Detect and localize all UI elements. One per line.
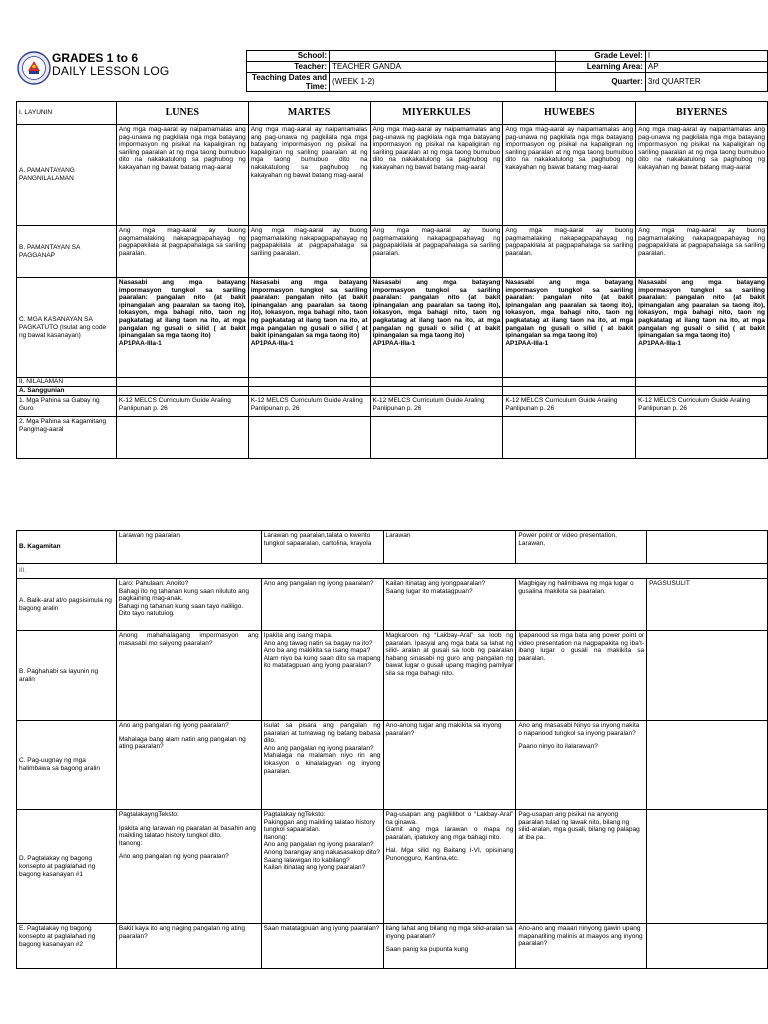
cell-line: Pag-usapan ang pagliilibot o “Lakbay-Aral” na ginawa. [385, 811, 514, 826]
content-cell [261, 579, 383, 631]
content-cell: Ang mga mag-aaral ay buong pagmamalaking nakapagpapahayag ng pagpapakilala at pagpapahalaga sa sariling paaralan. [248, 226, 370, 278]
competency-code: AP1PAA-IIIa-1 [638, 339, 682, 347]
cell-line: Ano ang tawag natin sa bagay na ito? [263, 639, 373, 647]
content-cell [383, 810, 516, 924]
content-cell [116, 278, 248, 378]
content-cell [116, 924, 261, 969]
content-cell [647, 721, 768, 810]
content-cell [383, 579, 516, 631]
layunin-heading: I. LAYUNIN [17, 102, 117, 125]
content-cell [116, 721, 261, 810]
content-cell [116, 579, 261, 631]
table-row [17, 396, 768, 417]
competency-text: Nasasabi ang mga batayang impormasyon tungkol sa sariling paaralan: pangalan nito (at bakit ipinangalan ang paaralan sa taong ito), lokasyon, mga bahagi nito, taon ng pagkatatag at ilang taon na ito, at mga pangalan ng gusali o silid ( at bakit ipinangalan sa mga taong ito) [250, 279, 368, 340]
content-cell [503, 378, 636, 387]
row-label: B. Paghahabi sa layunin ng aralin [17, 631, 117, 721]
content-cell [516, 721, 647, 810]
cell-line: Itanong: [118, 839, 143, 847]
table-row [17, 924, 768, 969]
content-cell: Ang mga mag-aaral ay naipamamalas ang pag-unawa ng pagkilala nga mga batayang impormasyon ng pisikal na kapaligiran ng sariling paaralan at ng mga taong bumubuo dito na nakakatulong sa paghubog ng kakayahan ng bawat batang mag-aaral [503, 125, 636, 226]
content-cell [116, 387, 248, 396]
cell-line: Saang lugar ito matatagpuan? [385, 587, 473, 595]
cell-line: Alam niyo ba kung saan dito sa mapang ito matatagpuan ang iyong paaralan? [263, 654, 381, 670]
cell-line: Ano ang pangalan ng iyong paaralan? [263, 580, 374, 587]
cell-line: Ipapanood sa mga bata ang power point or video presentation na nagpapakita ng iba’t-ibang lugar o gusali na makikita sa paaralan. [518, 632, 645, 662]
cell-line: Itanong: [263, 833, 288, 841]
content-cell [248, 417, 370, 459]
content-cell [636, 387, 768, 396]
grade-level-label: Grade Level: [556, 51, 646, 62]
row-label: B. PAMANTAYAN SA PAGGANAP [17, 226, 117, 278]
cell-line [649, 632, 765, 638]
content-cell [116, 631, 261, 721]
content-cell [370, 378, 503, 387]
teacher-value: TEACHER GANDA [330, 62, 556, 73]
cell-line: Pag-usapan ang pisikal na anyong paaralan tulad ng lawak nito, bilang ng silid-aralan, mga gusali, bilang ng palapag at iba pa. [518, 811, 640, 841]
cell-line: Dito tayo natutulog. [118, 610, 175, 618]
content-cell [516, 924, 647, 969]
content-cell [261, 721, 383, 810]
content-cell [370, 417, 503, 459]
table-row [17, 579, 768, 631]
document-header [16, 49, 768, 92]
table-row [17, 278, 768, 378]
content-cell: Larawan ng paaralan [116, 531, 261, 564]
competency-text: Nasasabi ang mga batayang impormasyon tungkol sa sariling paaralan: pangalan nito (at bakit ipinangalan ang paaralan sa taong ito), lokasyon, mga bahagi nito, taon ng pagkatatag at ilang taon na ito, at mga pangalan ng gusali o silid ( at bakit ipinangalan sa mga taong ito) [638, 279, 765, 340]
cell-line: Paano ninyo ito ilalarawan? [518, 743, 598, 751]
section-iii-heading: III. [17, 564, 768, 579]
competency-code: AP1PAA-IIIa-1 [505, 339, 549, 347]
content-cell [261, 631, 383, 721]
cell-line: Laro: Pahulaan: Anoito? [118, 580, 189, 587]
row-label: 2. Mga Pahina sa Kagamitang Pangmag-aaral [17, 417, 117, 459]
row-label: II. NILALAMAN [17, 378, 117, 387]
competency-text: Nasasabi ang mga batayang impormasyon tungkol sa sariling paaralan: pangalan nito (at bakit ipinangalan ang paaralan sa taong ito), lokasyon, mga bahagi nito, taon ng pagkatatag at ilang taon na ito, at mga pangalan ng gusali o silid ( at bakit ipinangalan sa mga taong ito) [505, 279, 634, 340]
cell-line: Ipakita ang larawan ng paaralan at basahin ang maikling talatao history tungkol dito. [118, 824, 256, 840]
objectives-table [16, 101, 768, 459]
school-value [330, 51, 556, 62]
procedures-table [16, 530, 768, 969]
content-cell [116, 810, 261, 924]
cell-line: Ano ang pangalan ng iyong paaralan? [263, 744, 374, 752]
row-label: E. Pagtalakay ng bagong konsepto at paglalahad ng bagong kasanayan #2 [17, 924, 117, 969]
competency-text: Nasasabi ang mga batayang impormasyon tungkol sa sariling paaralan: pangalan nito (at bakit ipinangalan ang paaralan sa taong ito), lokasyon, mga bahagi nito, taon ng pagkatatag at ilang taon na ito, at mga pangalan ng gusali o silid ( at bakit ipinangalan sa mga taong ito) [372, 279, 501, 340]
cell-line: Kailan itinatag ang iyong paaralan? [263, 864, 366, 872]
cell-line [649, 811, 765, 817]
day-header: HUWEBES [503, 102, 636, 125]
header-info-table [246, 50, 768, 92]
cell-line: Ilang lahat ang bilang ng mga silid-aralan sa inyong paaralan? [385, 925, 513, 940]
table-row [17, 564, 768, 579]
table-row [17, 631, 768, 721]
content-cell: K-12 MELCS Curriculum Guide Araling Panlipunan p. 26 [370, 396, 503, 417]
content-cell [383, 721, 516, 810]
cell-line [649, 722, 765, 728]
cell-line: Ano ang pangalan ng iyong paaralan? [263, 841, 374, 849]
table-row [17, 531, 768, 564]
title-line-1: GRADES 1 to 6 [52, 51, 139, 65]
row-label: D. Pagtalakay ng bagong konsepto at paglalahad ng bagong kasanayan #1 [17, 810, 117, 924]
day-header-row [17, 102, 768, 125]
cell-line: Magbigay ng halimbawa ng mga lugar o gusalina makikita sa paaralan. [518, 580, 634, 595]
cell-line: Saan panig ka pupunta kung [385, 946, 469, 954]
table-row [17, 387, 768, 396]
cell-line: Anong mahahalagang impormasyon ang masasabi mo saiyong paaralan? [118, 632, 259, 647]
content-cell: Ang mga mag-aaral ay naipamamalas ang pag-unawa ng pagkilala nga mga batayang impormasyon ng pisikal na kapaligiran ng sariling paaralan at ng mga taong bumubuo dito na nakakatulong sa paghubog ng kakayahan ng bawat batang mag-aaral [370, 125, 503, 226]
cell-line: PagtalakayngTeksto: [118, 811, 179, 818]
content-cell [261, 810, 383, 924]
competency-text: Nasasabi ang mga batayang impormasyon tungkol sa sariling paaralan: pangalan nito (at bakit ipinangalan ang paaralan sa taong ito), lokasyon, mga bahagi nito, taon ng pagkatatag at ilang taon na ito, at mga pangalan ng gusali o silid ( at bakit ipinangalan sa mga taong ito) [118, 279, 246, 340]
table-row [17, 125, 768, 226]
content-cell: Ang mga mag-aaral ay naipamamalas ang pag-unawa ng pagkilala nga mga batayang impormasyon ng pisikal na kapaligiran ng sariling paaralan at ng mga taong bumubuo dito na nakakatulong sa paghubog ng kakayahan ng bawat batang mag-aaral [116, 125, 248, 226]
cell-line: Ano-anong lugar ang makikita sa inyong paaralan? [385, 722, 502, 737]
content-cell [636, 378, 768, 387]
content-cell: Larawan ng paaralan,talata o kwento tungkol sapaaralan, cartolina, krayola [261, 531, 383, 564]
cell-line: Bahagi ng tahanan kung saan tayo naliligo. [118, 602, 244, 610]
row-label: A. Balik-aral at/o pagsisimula ng bagong aralin [17, 579, 117, 631]
content-cell: Ang mga mag-aaral ay buong pagmamalaking nakapagpapahayag ng pagpapakilala at pagpapahalaga sa sariling paaralan. [636, 226, 768, 278]
content-cell [370, 278, 503, 378]
day-header: LUNES [116, 102, 248, 125]
cell-line: Ipakita ang isang mapa. [263, 632, 333, 639]
content-cell [503, 387, 636, 396]
row-label: C. MGA KASANAYAN SA PAGKATUTO (Isulat ang code ng bawat kasanayan) [17, 278, 117, 378]
content-cell: Power point or video presentation, Larawan, [516, 531, 647, 564]
cell-line: Mahalaga na malaman niyo rin ang lokasyon o kinalalagyan ng inyong paaralan. [263, 752, 381, 775]
content-cell: K-12 MELCS Curriculum Guide Araling Panlipunan p. 26 [116, 396, 248, 417]
row-label: A. Sanggunian [17, 387, 117, 396]
day-header: BIYERNES [636, 102, 768, 125]
content-cell: Ang mga mag-aaral ay naipamamalas ang pag-unawa ng pagkilala nga mga batayang impormasyon ng pisikal na kapaligiran ng sariling paaralan at ng mga taong bumubuo dito na nakakatulong sa paghubog ng kakayahan ng bawat batang mag-aaral [636, 125, 768, 226]
quarter-label: Quarter: [556, 73, 646, 92]
competency-code: AP1PAA-IIIa-1 [118, 339, 162, 347]
cell-line: Ano ang pangalan ng iyong paaralan? [118, 853, 229, 861]
quarter-value: 3rd QUARTER [645, 73, 767, 92]
teaching-dates-label: Teaching Dates and Time: [247, 73, 330, 92]
table-row [17, 378, 768, 387]
row-label: 1. Mga Pahina sa Gabay ng Guro [17, 396, 117, 417]
content-cell [647, 631, 768, 721]
cell-line: Mahalaga bang alam natin ang pangalan ng ating paaralan? [118, 735, 246, 751]
table-row [17, 417, 768, 459]
grade-level-value: I [645, 51, 767, 62]
cell-line: Gamit ang mga larawan o mapa ng paaralan, ipatukoy ang mga bahagi nito. [385, 826, 514, 841]
content-cell: Ang mga mag-aaral ay buong pagmamalaking nakapagpapahayag ng pagpapakilala at pagpapahalaga sa sariling paaralan. [116, 226, 248, 278]
content-cell: K-12 MELCS Curriculum Guide Araling Panlipunan p. 26 [248, 396, 370, 417]
content-cell [636, 278, 768, 378]
cell-line: Ano ang pangalan ng iyong paaralan? [118, 722, 229, 729]
cell-line: Pagtalakay ngTeksto: [263, 811, 326, 818]
content-cell [516, 631, 647, 721]
cell-line: Bakit kaya ito ang naging pangalan ng ating paaralan? [118, 925, 245, 940]
content-cell [248, 387, 370, 396]
content-cell [636, 417, 768, 459]
content-cell [647, 531, 768, 564]
content-cell: K-12 MELCS Curriculum Guide Araling Panlipunan p. 26 [636, 396, 768, 417]
cell-line: Saan matatagpuan ang iyong paaralan? [263, 925, 380, 932]
cell-line: Anong barangay ang nakasasakop dito? [263, 848, 381, 856]
content-cell [647, 579, 768, 631]
cell-line: Ano ang masasabi Ninyo sa inyong nakita o napanood tungkol sa inyong paaralan? [518, 722, 640, 737]
cell-line: Isulat sa pisara ang pangalan ng paaralan at tumawag ng batang babasa dito. [263, 722, 381, 745]
content-cell: K-12 MELCS Curriculum Guide Araling Panlipunan p. 26 [503, 396, 636, 417]
row-label: A. PAMANTAYANG PANGNILALAMAN [17, 125, 117, 226]
day-header: MIYERKULES [370, 102, 503, 125]
cell-line: Hal. Mga silid ng Baitang I-VI, opisinang Punongguro, Kantina,etc. [385, 847, 514, 862]
cell-line: Magkaroon ng “Lakbay-Aral” sa loob ng paaralan. Ipasyal ang mga bata sa lahat ng silid- aralan at gusali sa loob ng paaralan habang sinasabi ng guro ang pangalan ng bawat lugar o gusali upang maging pamilyar sila sa mga bahagi nito. [385, 632, 514, 677]
learning-area-label: Learning Area: [556, 62, 646, 73]
cell-line: Ano ba ang makikita sa isang mapa? [263, 647, 371, 655]
cell-line: Saang lalawigan ito kabilang? [263, 856, 350, 864]
row-label: B. Kagamitan [17, 531, 117, 564]
table-row [17, 721, 768, 810]
content-cell [516, 579, 647, 631]
cell-line: Ano-ano ang maaari ninyong gawin upang mapanatiling malinis at maayos ang inyong paaralan? [518, 925, 643, 948]
row-label: C. Pag-uugnay ng mga halimbawa sa bagong aralin [17, 721, 117, 810]
title-line-2: DAILY LESSON LOG [52, 64, 170, 78]
teaching-dates-value: (WEEK 1-2) [330, 73, 556, 92]
learning-area-value: AP [645, 62, 767, 73]
content-cell: Larawan [383, 531, 516, 564]
competency-code: AP1PAA-IIIa-1 [372, 339, 416, 347]
competency-code: AP1PAA-IIIa-1 [250, 339, 294, 347]
content-cell [116, 378, 248, 387]
day-header: MARTES [248, 102, 370, 125]
teacher-label: Teacher: [247, 62, 330, 73]
content-cell [383, 631, 516, 721]
content-cell: Ang mga mag-aaral ay naipamamalas ang pag-unawa ng pagkilala nga mga batayang impormasyon ng pisikal na kapaligiran ng sariling paaralan at ng mga taong bumubuo dito na nakakatulong sa paghubog ng kakayahan ng bawat batang mag-aaral [248, 125, 370, 226]
deped-seal-icon [17, 51, 51, 85]
content-cell [116, 417, 248, 459]
cell-line [649, 925, 765, 931]
cell-line: PAGSUSULIT [649, 580, 690, 587]
content-cell: Ang mga mag-aaral ay buong pagmamalaking nakapagpapahayag ng pagpapakilala at pagpapahalaga sa sariling paaralan. [370, 226, 503, 278]
school-label: School: [247, 51, 330, 62]
content-cell [248, 378, 370, 387]
content-cell [503, 278, 636, 378]
content-cell [516, 810, 647, 924]
content-cell [647, 924, 768, 969]
document-title [52, 52, 169, 78]
content-cell [383, 924, 516, 969]
content-cell [370, 387, 503, 396]
table-row [17, 810, 768, 924]
content-cell [248, 278, 370, 378]
cell-line: Kailan itinatag ang iyongpaaralan? [385, 580, 486, 587]
content-cell [261, 924, 383, 969]
table-row [17, 226, 768, 278]
content-cell [647, 810, 768, 924]
cell-line: Pakinggan ang maikling talatao history tungkol sapaaralan. [263, 818, 375, 834]
content-cell: Ang mga mag-aaral ay buong pagmamalaking nakapagpapahayag ng pagpapakilala at pagpapahalaga sa sariling paaralan. [503, 226, 636, 278]
cell-line: Bahagi ito ng tahanan kung saan niluluto ang pagkaining mag-anak. [118, 587, 249, 603]
content-cell [503, 417, 636, 459]
